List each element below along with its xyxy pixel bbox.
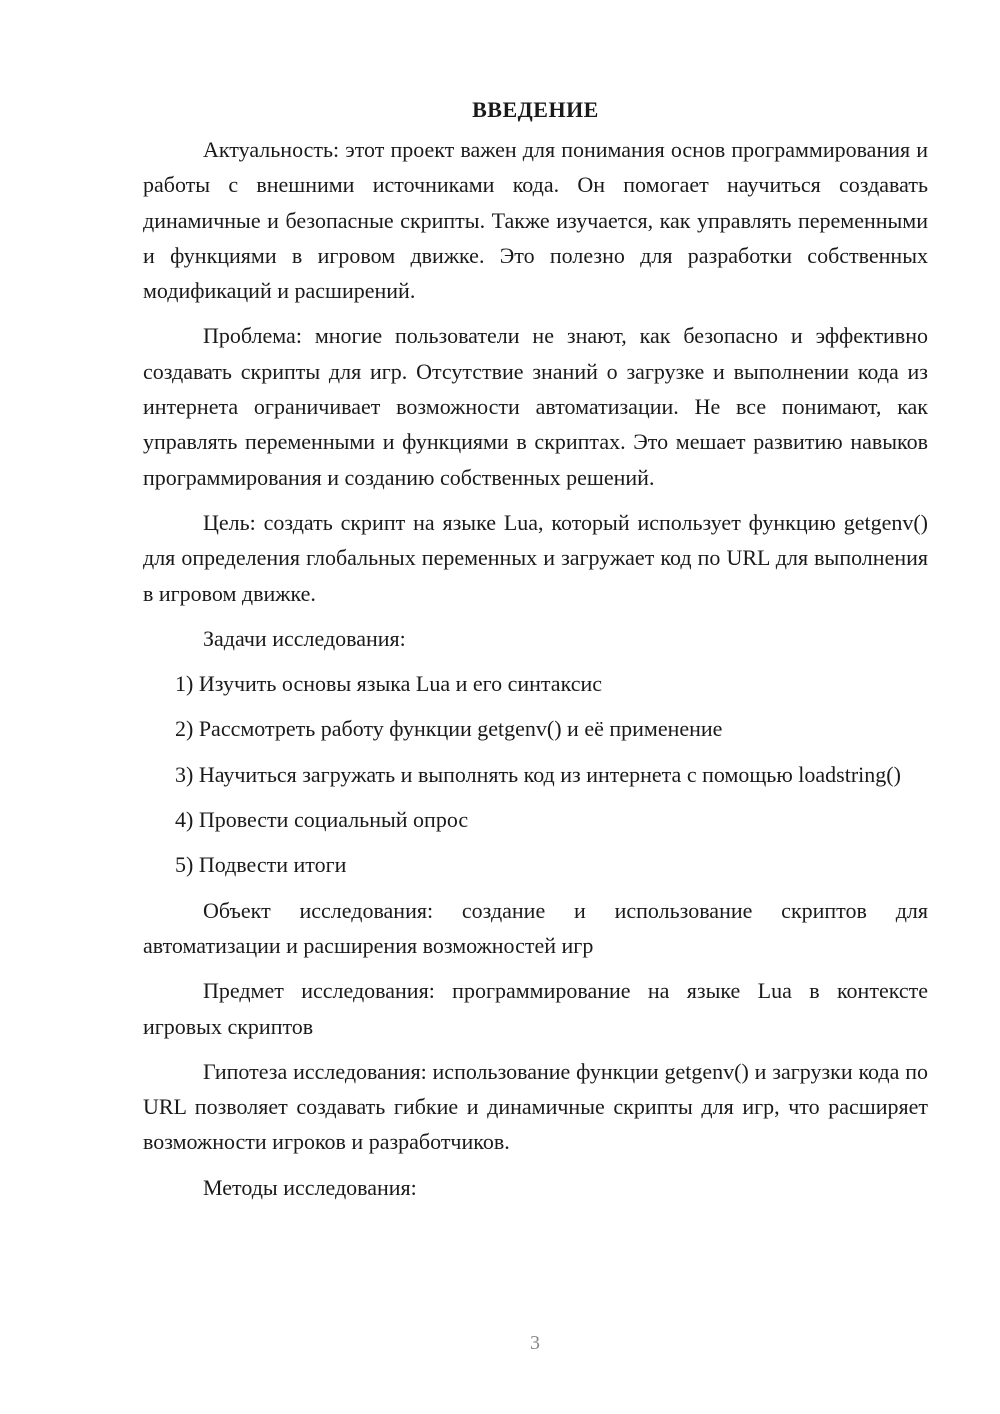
task-item-3: 3) Научиться загружать и выполнять код из интернета с помощью loadstring() [175,761,901,787]
paragraph-methods: Методы исследования: [203,1174,417,1200]
tasks-heading: Задачи исследования: [203,625,406,651]
page-number: 3 [530,1332,540,1354]
paragraph-object: Объект исследования: создание и использование скриптов для автоматизации и расширения возможностей игр [143,897,928,958]
paragraph-subject: Предмет исследования: программирование на языке Lua в контексте игровых скриптов [143,978,928,1039]
paragraph-goal: Цель: создать скрипт на языке Lua, который использует функцию getgenv() для определения глобальных переменных и загружает код по URL для выполнения в игровом движке. [143,509,928,606]
paragraph-hypothesis: Гипотеза исследования: использование функции getgenv() и загрузки кода по URL позволяет создавать гибкие и динамичные скрипты для игр, что расширяет возможности игроков и разработчиков. [143,1058,928,1155]
paragraph-relevance: Актуальность: этот проект важен для понимания основ программирования и работы с внешними источниками кода. Он помогает научиться создавать динамичные и безопасные скрипты. Также изучается, как управлять переменными и функциями в игровом движке. Это полезно для разработки собственных модификаций и расширений. [143,137,928,304]
paragraph-problem: Проблема: многие пользователи не знают, как безопасно и эффективно создавать скрипты для игр. Отсутствие знаний о загрузке и выполнении кода из интернета ограничивает возможности автоматизации. Не все понимают, как управлять переменными и функциями в скриптах. Это мешает развитию навыков программирования и созданию собственных решений. [143,323,928,490]
section-title: ВВЕДЕНИЕ [472,97,599,122]
task-item-1: 1) Изучить основы языка Lua и его синтаксис [175,671,603,697]
document-page [143,92,928,1215]
task-item-5: 5) Подвести итоги [175,852,347,878]
task-item-4: 4) Провести социальный опрос [175,807,469,833]
task-item-2: 2) Рассмотреть работу функции getgenv() и её применение [175,716,723,742]
